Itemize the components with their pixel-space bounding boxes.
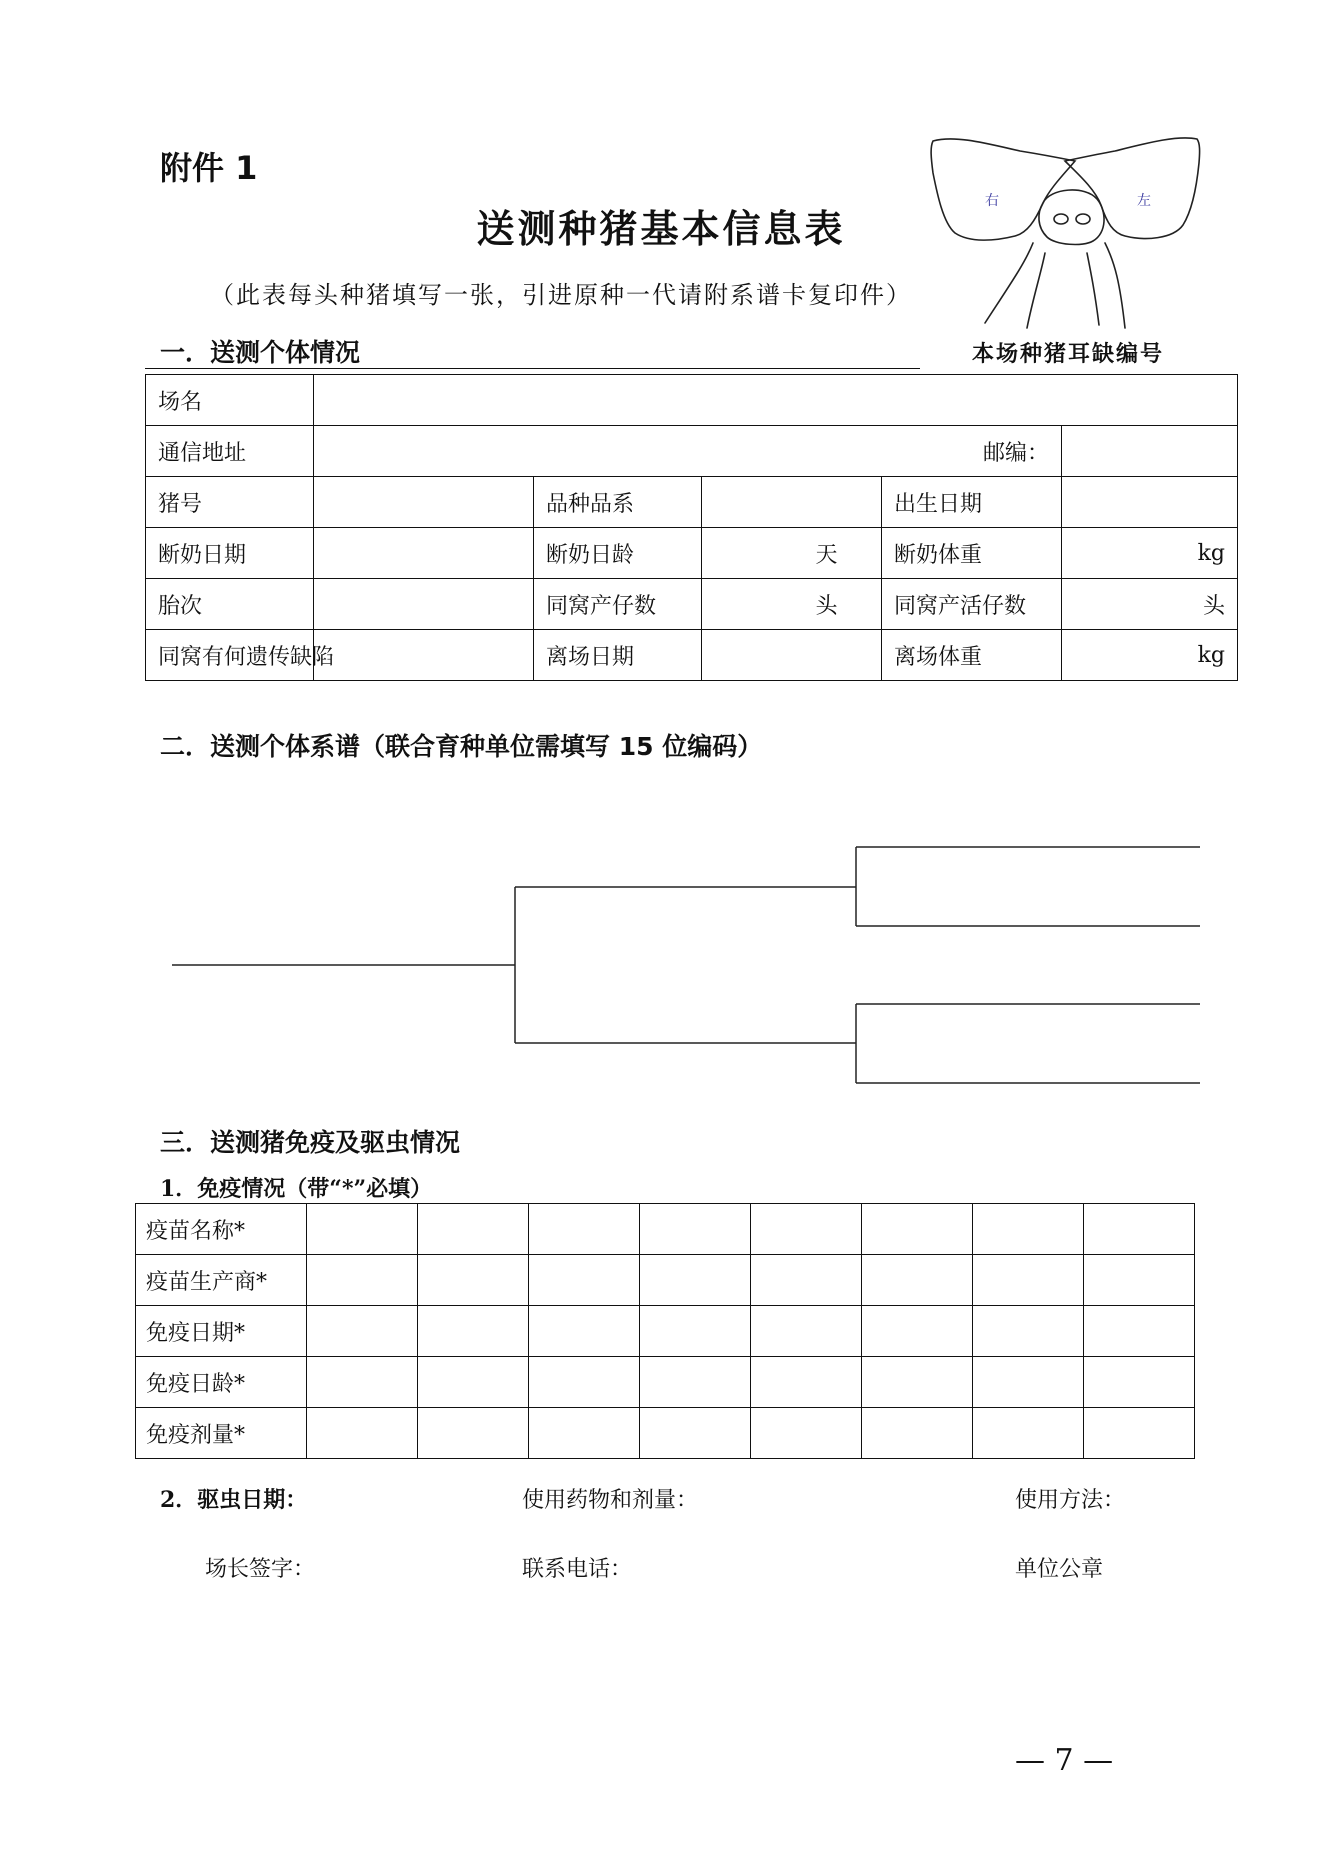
address-field[interactable] bbox=[314, 426, 1062, 477]
vaccine-cell[interactable] bbox=[862, 1408, 973, 1459]
breed-field[interactable] bbox=[702, 477, 882, 528]
immunization-table bbox=[135, 1203, 1195, 1459]
vaccine-cell[interactable] bbox=[418, 1357, 529, 1408]
pig-no-label: 猪号 bbox=[146, 477, 314, 528]
genetic-defect-label: 同窝有何遗传缺陷 bbox=[146, 630, 314, 681]
weaning-age-field[interactable] bbox=[702, 528, 882, 579]
attachment-label: 附件 1 bbox=[160, 149, 258, 187]
deworm-date-label: 2．驱虫日期： bbox=[160, 1487, 308, 1513]
vaccine-cell[interactable] bbox=[529, 1204, 640, 1255]
table-row bbox=[146, 630, 1238, 681]
farm-name-label: 场名 bbox=[146, 375, 314, 426]
vaccine-row bbox=[136, 1408, 1195, 1459]
vaccine-cell[interactable] bbox=[529, 1255, 640, 1306]
table-row bbox=[146, 528, 1238, 579]
birth-date-field[interactable] bbox=[1062, 477, 1238, 528]
departure-weight-label: 离场体重 bbox=[882, 630, 1062, 681]
vaccine-cell[interactable] bbox=[307, 1357, 418, 1408]
vaccine-row-label: 疫苗生产商* bbox=[136, 1255, 307, 1306]
vaccine-cell[interactable] bbox=[751, 1204, 862, 1255]
vaccine-cell[interactable] bbox=[640, 1357, 751, 1408]
vaccine-row bbox=[136, 1306, 1195, 1357]
table-row bbox=[146, 579, 1238, 630]
vaccine-cell[interactable] bbox=[973, 1408, 1084, 1459]
vaccine-cell[interactable] bbox=[640, 1408, 751, 1459]
weaning-weight-field[interactable] bbox=[1062, 528, 1238, 579]
litter-alive-field[interactable] bbox=[1062, 579, 1238, 630]
vaccine-cell[interactable] bbox=[418, 1204, 529, 1255]
vaccine-row bbox=[136, 1255, 1195, 1306]
birth-date-label: 出生日期 bbox=[882, 477, 1062, 528]
phone-label: 联系电话： bbox=[522, 1557, 633, 1582]
address-label: 通信地址 bbox=[146, 426, 314, 477]
ear-left-label: 左 bbox=[1137, 193, 1151, 209]
vaccine-cell[interactable] bbox=[1084, 1357, 1195, 1408]
vaccine-row-label: 免疫日龄* bbox=[136, 1357, 307, 1408]
genetic-defect-field[interactable] bbox=[314, 630, 534, 681]
vaccine-row-label: 免疫日期* bbox=[136, 1306, 307, 1357]
signature-label: 场长签字： bbox=[205, 1557, 316, 1582]
litter-born-label: 同窝产仔数 bbox=[534, 579, 702, 630]
litter-born-unit: 头 bbox=[815, 593, 838, 619]
vaccine-cell[interactable] bbox=[751, 1408, 862, 1459]
weaning-age-unit: 天 bbox=[815, 542, 838, 568]
vaccine-cell[interactable] bbox=[418, 1255, 529, 1306]
vaccine-cell[interactable] bbox=[640, 1255, 751, 1306]
ear-notch-caption: 本场种猪耳缺编号 bbox=[972, 341, 1165, 367]
vaccine-cell[interactable] bbox=[529, 1357, 640, 1408]
vaccine-cell[interactable] bbox=[418, 1408, 529, 1459]
section1-heading: 一．送测个体情况 bbox=[160, 338, 361, 367]
farm-name-field[interactable] bbox=[314, 375, 1238, 426]
weaning-date-field[interactable] bbox=[314, 528, 534, 579]
vaccine-cell[interactable] bbox=[640, 1204, 751, 1255]
litter-alive-label: 同窝产活仔数 bbox=[882, 579, 1062, 630]
departure-date-label: 离场日期 bbox=[534, 630, 702, 681]
vaccine-cell[interactable] bbox=[418, 1306, 529, 1357]
vaccine-cell[interactable] bbox=[307, 1306, 418, 1357]
weaning-weight-label: 断奶体重 bbox=[882, 528, 1062, 579]
vaccine-cell[interactable] bbox=[751, 1357, 862, 1408]
vaccine-cell[interactable] bbox=[973, 1306, 1084, 1357]
vaccine-cell[interactable] bbox=[751, 1255, 862, 1306]
postcode-label: 邮编： bbox=[983, 440, 1050, 466]
vaccine-cell[interactable] bbox=[307, 1204, 418, 1255]
seal-label: 单位公章 bbox=[1015, 1557, 1104, 1582]
vaccine-cell[interactable] bbox=[862, 1255, 973, 1306]
vaccine-cell[interactable] bbox=[1084, 1255, 1195, 1306]
vaccine-row bbox=[136, 1204, 1195, 1255]
vaccine-cell[interactable] bbox=[1084, 1408, 1195, 1459]
vaccine-cell[interactable] bbox=[973, 1255, 1084, 1306]
parity-field[interactable] bbox=[314, 579, 534, 630]
weaning-date-label: 断奶日期 bbox=[146, 528, 314, 579]
parity-label: 胎次 bbox=[146, 579, 314, 630]
section3-heading: 三．送测猪免疫及驱虫情况 bbox=[160, 1128, 461, 1157]
pedigree-bracket-diagram bbox=[170, 835, 1210, 1095]
weaning-age-label: 断奶日龄 bbox=[534, 528, 702, 579]
departure-weight-unit: kg bbox=[1197, 642, 1226, 668]
vaccine-cell[interactable] bbox=[307, 1408, 418, 1459]
usage-method-label: 使用方法： bbox=[1015, 1488, 1126, 1513]
immunization-heading: 1．免疫情况（带“*”必填） bbox=[160, 1176, 433, 1202]
table-row bbox=[146, 426, 1238, 477]
vaccine-cell[interactable] bbox=[862, 1357, 973, 1408]
vaccine-cell[interactable] bbox=[307, 1255, 418, 1306]
pig-ear-notch-diagram bbox=[915, 133, 1215, 333]
table-row bbox=[146, 375, 1238, 426]
postcode-field[interactable] bbox=[1062, 426, 1238, 477]
section2-heading: 二．送测个体系谱（联合育种单位需填写 15 位编码） bbox=[160, 732, 763, 761]
document-subtitle: （此表每头种猪填写一张，引进原种一代请附系谱卡复印件） bbox=[210, 281, 912, 309]
vaccine-cell[interactable] bbox=[862, 1306, 973, 1357]
litter-born-field[interactable] bbox=[702, 579, 882, 630]
document-title: 送测种猪基本信息表 bbox=[476, 206, 846, 251]
table-row bbox=[146, 477, 1238, 528]
vaccine-cell[interactable] bbox=[640, 1306, 751, 1357]
vaccine-cell[interactable] bbox=[1084, 1204, 1195, 1255]
ear-right-label: 右 bbox=[985, 193, 999, 209]
vaccine-row-label: 疫苗名称* bbox=[136, 1204, 307, 1255]
vaccine-row-label: 免疫剂量* bbox=[136, 1408, 307, 1459]
individual-info-table bbox=[145, 374, 1238, 681]
vaccine-cell[interactable] bbox=[751, 1306, 862, 1357]
vaccine-cell[interactable] bbox=[862, 1204, 973, 1255]
page-number: — 7 — bbox=[1015, 1743, 1114, 1778]
weaning-weight-unit: kg bbox=[1197, 540, 1226, 566]
vaccine-cell[interactable] bbox=[973, 1357, 1084, 1408]
vaccine-cell[interactable] bbox=[1084, 1306, 1195, 1357]
breed-label: 品种品系 bbox=[534, 477, 702, 528]
departure-weight-field[interactable] bbox=[1062, 630, 1238, 681]
vaccine-row bbox=[136, 1357, 1195, 1408]
vaccine-cell[interactable] bbox=[529, 1408, 640, 1459]
vaccine-cell[interactable] bbox=[973, 1204, 1084, 1255]
section1-underline bbox=[145, 368, 920, 369]
drug-dosage-label: 使用药物和剂量： bbox=[522, 1488, 699, 1513]
litter-alive-unit: 头 bbox=[1203, 593, 1226, 619]
vaccine-cell[interactable] bbox=[529, 1306, 640, 1357]
pig-no-field[interactable] bbox=[314, 477, 534, 528]
departure-date-field[interactable] bbox=[702, 630, 882, 681]
